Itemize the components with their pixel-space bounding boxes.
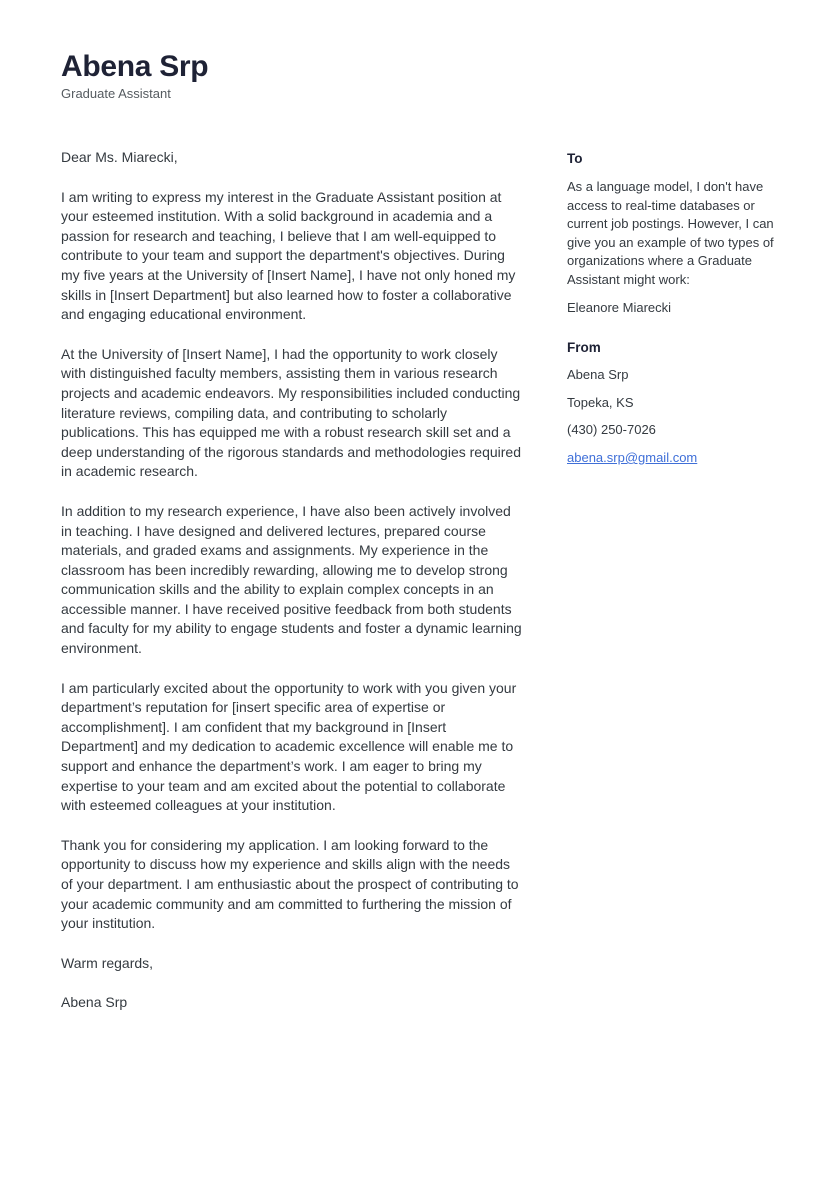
letter-paragraph-5: Thank you for considering my application. I am looking forward to the opportunity to discuss how my experience and skills align with the needs of your department. I am enthusiastic about the prospect of contributing to your academic community and am committed to furthering the mission of your institution.	[61, 836, 519, 932]
letter-header	[61, 50, 661, 102]
to-body-text: As a language model, I don't have access to real-time databases or current job postings. However, I can give you an example of two types of organizations where a Graduate Assistant might work:	[567, 179, 774, 287]
from-sender-name: Abena Srp	[567, 367, 629, 383]
from-location: Topeka, KS	[567, 394, 634, 410]
applicant-name: Abena Srp	[61, 50, 209, 83]
letter-paragraph-1: I am writing to express my interest in the Graduate Assistant position at your esteemed institution. With a solid background in academia and a passion for research and teaching, I believe that I am well-equipped to contribute to your team and support the department's objectives. During my five years at the University of [Insert Name], I have not only honed my skills in [Insert Department] but also learned how to foster a collaborative and engaging educational environment.	[61, 188, 516, 323]
letter-paragraph-4: I am particularly excited about the opportunity to work with you given your department’s reputation for [insert specific area of expertise or accomplishment]. I am confident that my background in [Insert Department] and my dedication to academic excellence will enable me to support and enhance the department’s work. I am eager to bring my expertise to your team and am excited about the potential to collaborate with esteemed colleagues at your institution.	[61, 679, 517, 814]
letter-signature: Abena Srp	[61, 994, 128, 1011]
letter-salutation: Dear Ms. Miarecki,	[61, 149, 178, 165]
letter-paragraph-3: In addition to my research experience, I have also been actively involved in teaching. I have designed and delivered lectures, prepared course materials, and graded exams and assignments. My experience in the classroom has been incredibly rewarding, allowing me to develop strong communication skills and the ability to explain complex concepts in an accessible manner. I have received positive feedback from both students and faculty for my ability to engage students and foster a dynamic learning environment.	[61, 502, 522, 657]
from-heading: From	[567, 340, 601, 356]
letter-body	[61, 148, 523, 1013]
from-email-link[interactable]: abena.srp@gmail.com	[567, 449, 698, 465]
applicant-job-title: Graduate Assistant	[61, 86, 171, 101]
to-recipient-name: Eleanore Miarecki	[567, 299, 672, 315]
sidebar-to-section	[567, 150, 791, 317]
letter-paragraph-2: At the University of [Insert Name], I had the opportunity to work closely with distinguished faculty members, assisting them in various research projects and academic endeavors. My responsibilities included conducting literature reviews, compiling data, and contributing to scholarly publications. This has equipped me with a robust research skill set and a deep understanding of the rigorous standards and methodologies required in academic research.	[61, 345, 521, 480]
from-phone: (430) 250-7026	[567, 422, 656, 438]
to-heading: To	[567, 151, 583, 166]
letter-sidebar	[567, 150, 791, 468]
letter-closing: Warm regards,	[61, 954, 154, 971]
sidebar-from-section	[567, 339, 791, 467]
